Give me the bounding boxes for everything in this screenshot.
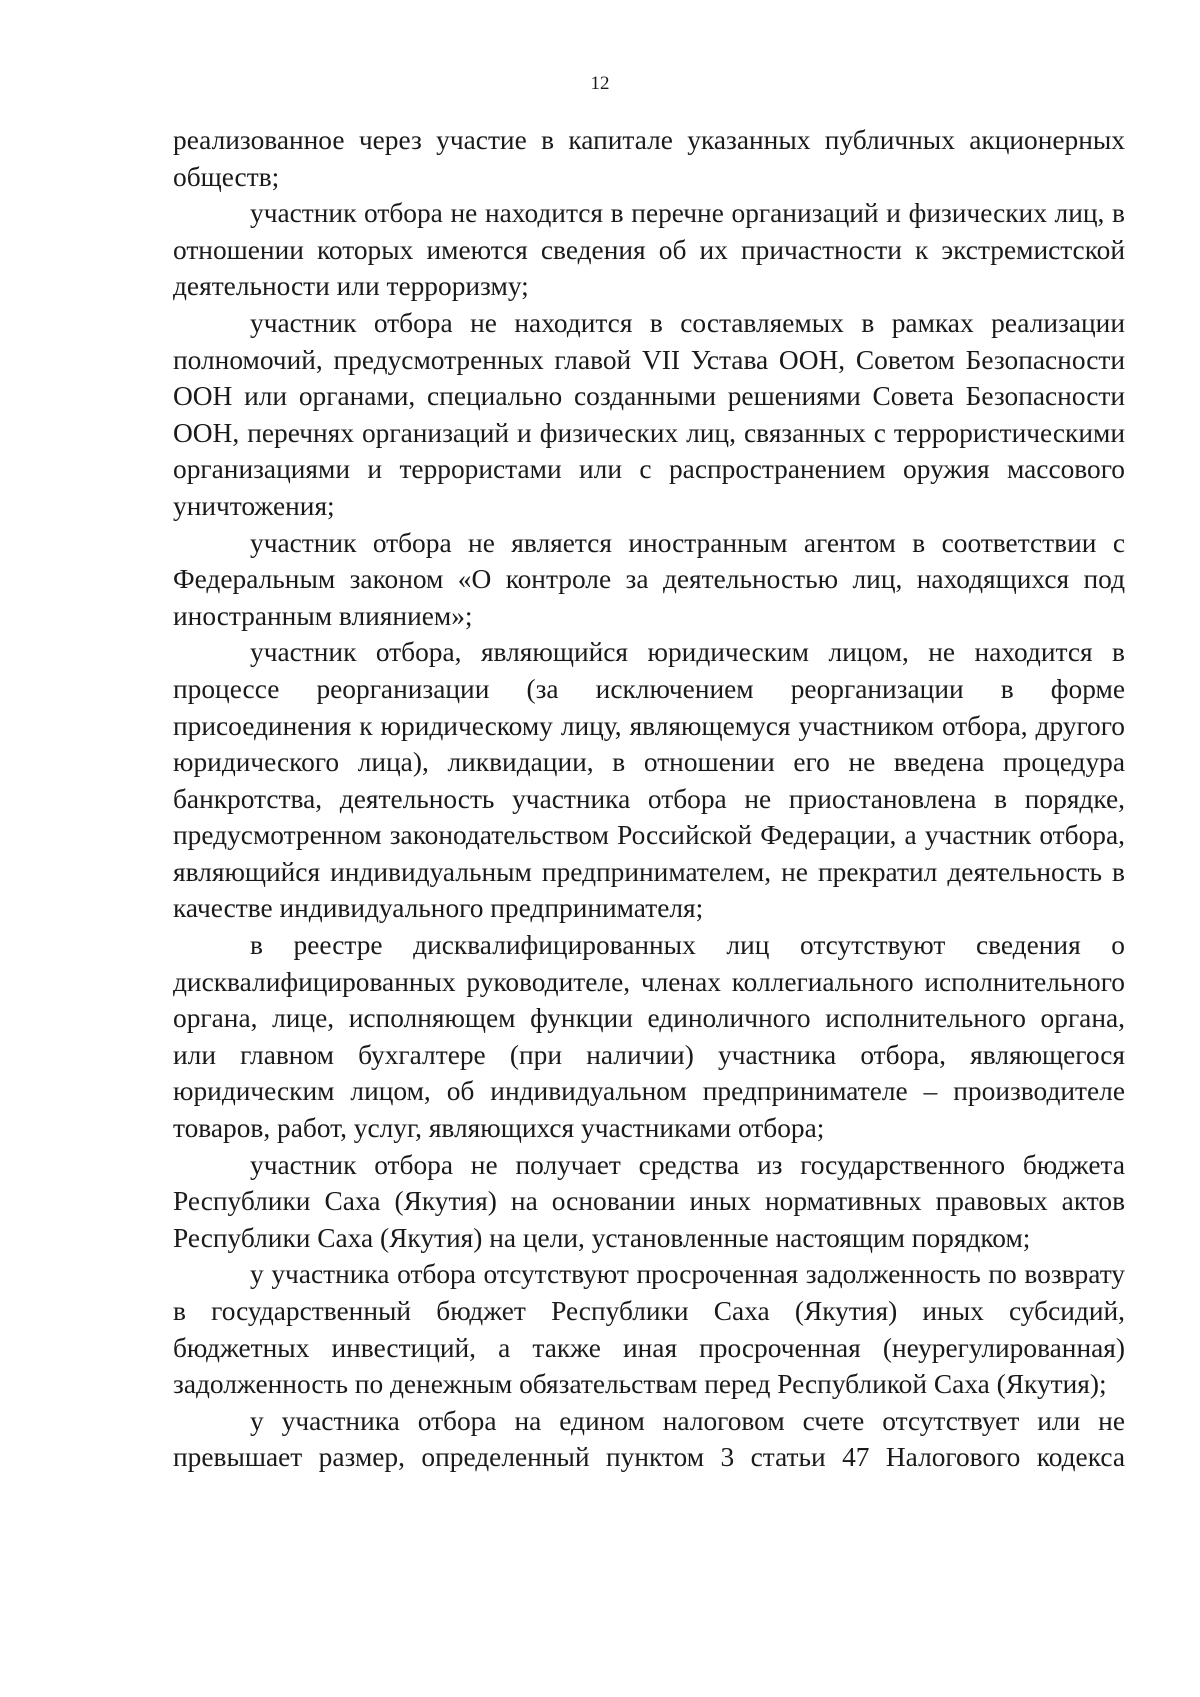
paragraph-extremism-list: участник отбора не находится в перечне организаций и физических лиц, в отношении которых имеются сведения об их причастности к экстремистской деятельности или терроризму; <box>173 198 1125 302</box>
paragraph-budget-funds: участник отбора не получает средства из государственного бюджета Республики Саха (Якутия) на основании иных нормативных правовых актов Республики Саха (Якутия) на цели, установленные настоящим порядком; <box>173 1149 1125 1253</box>
paragraph-tax-account: у участника отбора на едином налоговом счете отсутствует или не превышает размер, определенный пунктом 3 статьи 47 Налогового кодекса <box>173 1405 1125 1473</box>
paragraph-continuation: реализованное через участие в капитале указанных публичных акционерных обществ; <box>173 125 1125 192</box>
paragraph-reorganization: участник отбора, являющийся юридическим лицом, не находится в процессе реорганизации (за исключением реорганизации в форме присоединения к юридическому лицу, являющемуся участником отбора, другого юридического лица), ликвидации, в отношении его не введена процедура банкротства, деятельность участника отбора не приостановлена в порядке, предусмотренном законодательством Российской Федерации, а участник отбора, являющийся индивидуальным предпринимателем, не прекратил деятельность в качестве индивидуального предпринимателя; <box>173 637 1125 924</box>
paragraph-overdue-debt: у участника отбора отсутствуют просроченная задолженность по возврату в государственный бюджет Республики Саха (Якутия) иных субсидий, бюджетных инвестиций, а также иная просроченная (неурегулированная) задолженность по денежным обязательствам перед Республикой Саха (Якутия); <box>173 1259 1125 1400</box>
paragraph-foreign-agent: участник отбора не является иностранным агентом в соответствии с Федеральным законом «О контроле за деятельностью лиц, находящихся под иностранным влиянием»; <box>173 527 1125 631</box>
document-body <box>173 122 1125 1476</box>
paragraph-disqualified-persons: в реестре дисквалифицированных лиц отсутствуют сведения о дисквалифицированных руководителе, членах коллегиального исполнительного органа, лице, исполняющем функции единоличного исполнительного органа, или главном бухгалтере (при наличии) участника отбора, являющегося юридическим лицом, об индивидуальном предпринимателе – производителе товаров, работ, услуг, являющихся участниками отбора; <box>173 930 1125 1144</box>
paragraph-un-security-council: участник отбора не находится в составляемых в рамках реализации полномочий, предусмотренных главой VII Устава ООН, Советом Безопасности ООН или органами, специально созданными решениями Совета Безопасности ООН, перечнях организаций и физических лиц, связанных с террористическими организациями и террористами или с распространением оружия массового уничтожения; <box>173 307 1125 521</box>
page-number: 12 <box>590 73 610 94</box>
